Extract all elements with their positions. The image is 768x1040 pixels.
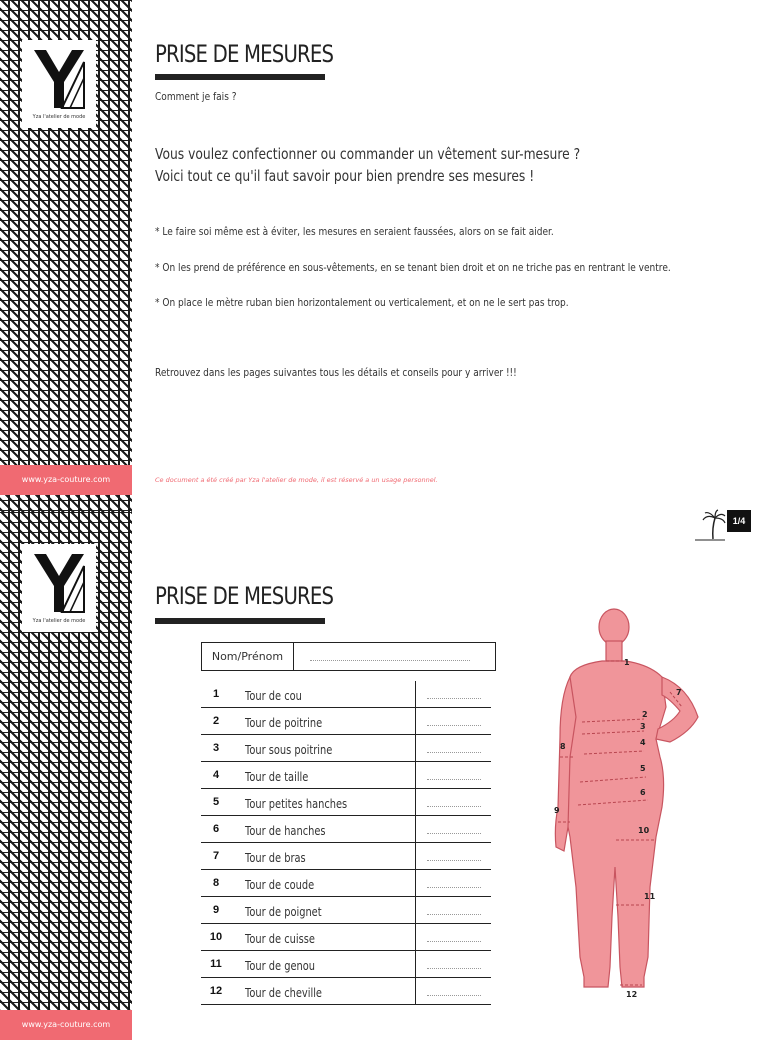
- column-divider: [415, 816, 416, 842]
- measurement-value-field[interactable]: [427, 860, 481, 861]
- column-divider: [415, 708, 416, 734]
- measurement-value-field[interactable]: [427, 968, 481, 969]
- page-title: PRISE DE MESURES: [155, 582, 334, 610]
- table-row: [201, 978, 491, 1005]
- website-link[interactable]: www.yza-couture.com: [0, 1010, 132, 1040]
- table-row: [201, 708, 491, 735]
- measurement-value-field[interactable]: [427, 779, 481, 780]
- column-divider: [415, 843, 416, 869]
- figure-marker-10: 10: [638, 826, 650, 835]
- measurement-value-field[interactable]: [427, 941, 481, 942]
- measurement-label: Tour sous poitrine: [245, 743, 333, 757]
- table-row: [201, 897, 491, 924]
- figure-marker-6: 6: [640, 788, 646, 797]
- name-field[interactable]: [310, 660, 470, 661]
- figure-marker-7: 7: [676, 688, 682, 697]
- palm-tree-icon: [695, 508, 729, 542]
- measurement-label: Tour de hanches: [245, 824, 326, 838]
- measurement-value-field[interactable]: [427, 806, 481, 807]
- intro-line-2: Voici tout ce qu'il faut savoir pour bien prendre ses mesures !: [155, 167, 535, 185]
- measurement-label: Tour de taille: [245, 770, 309, 784]
- logo-caption: Yza l'atelier de mode: [32, 114, 86, 120]
- measurement-label: Tour de bras: [245, 851, 306, 865]
- bullet-1: * Le faire soi même est à éviter, les mesures en seraient faussées, alors on se fait aider.: [155, 225, 554, 238]
- page-number: 1/4: [727, 510, 751, 532]
- measurement-value-field[interactable]: [427, 914, 481, 915]
- figure-marker-2: 2: [642, 710, 648, 719]
- measurement-number: 3: [212, 742, 220, 754]
- measurement-number: 10: [209, 931, 223, 943]
- page-title: PRISE DE MESURES: [155, 40, 334, 68]
- table-row: [201, 924, 491, 951]
- measurement-label: Tour de poignet: [245, 905, 322, 919]
- table-row: [201, 762, 491, 789]
- yza-logo-icon: [32, 48, 86, 110]
- measurement-number: 2: [212, 715, 220, 727]
- measurement-label: Tour de cuisse: [245, 932, 315, 946]
- measurement-value-field[interactable]: [427, 833, 481, 834]
- measurements-table: [201, 681, 491, 1005]
- measurement-label: Tour de coude: [245, 878, 315, 892]
- measurement-number: 7: [212, 850, 220, 862]
- measurement-number: 8: [212, 877, 220, 889]
- title-underline: [155, 74, 325, 80]
- table-row: [201, 816, 491, 843]
- measurement-number: 12: [209, 985, 223, 997]
- measurement-number: 4: [212, 769, 220, 781]
- closing-text: Retrouvez dans les pages suivantes tous les détails et conseils pour y arriver !!!: [155, 366, 517, 379]
- page-1: [0, 0, 768, 512]
- measurement-number: 5: [212, 796, 220, 808]
- measurement-number: 6: [212, 823, 220, 835]
- column-divider: [415, 762, 416, 788]
- page-2: [0, 512, 768, 1029]
- figure-marker-12: 12: [626, 990, 638, 999]
- column-divider: [415, 924, 416, 950]
- column-divider: [415, 789, 416, 815]
- figure-marker-3: 3: [640, 722, 646, 731]
- table-row: [201, 870, 491, 897]
- measurement-value-field[interactable]: [427, 698, 481, 699]
- figure-marker-8: 8: [560, 742, 566, 751]
- table-row: [201, 789, 491, 816]
- column-divider: [415, 870, 416, 896]
- body-figure-diagram: [540, 607, 700, 1027]
- measurement-value-field[interactable]: [427, 752, 481, 753]
- name-field-box: [201, 642, 496, 671]
- measurement-label: Tour de cou: [245, 689, 302, 703]
- measurement-label: Tour de genou: [245, 959, 315, 973]
- table-row: [201, 735, 491, 762]
- logo-caption: Yza l'atelier de mode: [32, 618, 86, 624]
- column-divider: [415, 681, 416, 707]
- column-divider: [415, 951, 416, 977]
- figure-marker-11: 11: [644, 892, 656, 901]
- figure-marker-5: 5: [640, 764, 646, 773]
- table-row: [201, 681, 491, 708]
- footnote: Ce document a été créé par Yza l'atelier de mode, il est réservé a un usage personnel.: [155, 476, 438, 484]
- table-row: [201, 843, 491, 870]
- measurement-value-field[interactable]: [427, 725, 481, 726]
- figure-marker-9: 9: [554, 806, 560, 815]
- column-divider: [415, 978, 416, 1004]
- column-divider: [415, 897, 416, 923]
- measurement-label: Tour de poitrine: [245, 716, 323, 730]
- subtitle: Comment je fais ?: [155, 90, 237, 103]
- bullet-3: * On place le mètre ruban bien horizontalement ou verticalement, et on ne le sert pas trop.: [155, 296, 569, 309]
- title-underline: [155, 618, 325, 624]
- measurement-value-field[interactable]: [427, 887, 481, 888]
- figure-marker-1: 1: [624, 658, 630, 667]
- intro-line-1: Vous voulez confectionner ou commander un vêtement sur-mesure ?: [155, 145, 581, 163]
- name-label: Nom/Prénom: [202, 643, 294, 670]
- measurement-label: Tour de cheville: [245, 986, 322, 1000]
- measurement-number: 11: [210, 958, 222, 970]
- logo: [22, 544, 96, 632]
- measurement-number: 9: [212, 904, 220, 916]
- measurement-value-field[interactable]: [427, 995, 481, 996]
- figure-marker-4: 4: [640, 738, 646, 747]
- measurement-label: Tour petites hanches: [245, 797, 348, 811]
- logo: [22, 40, 96, 128]
- measurement-number: 1: [212, 688, 220, 700]
- column-divider: [415, 735, 416, 761]
- bullet-2: * On les prend de préférence en sous-vêtements, en se tenant bien droit et on ne triche pas en rentrant le ventre.: [155, 261, 671, 274]
- yza-logo-icon: [32, 552, 86, 614]
- website-link[interactable]: www.yza-couture.com: [0, 465, 132, 495]
- table-row: [201, 951, 491, 978]
